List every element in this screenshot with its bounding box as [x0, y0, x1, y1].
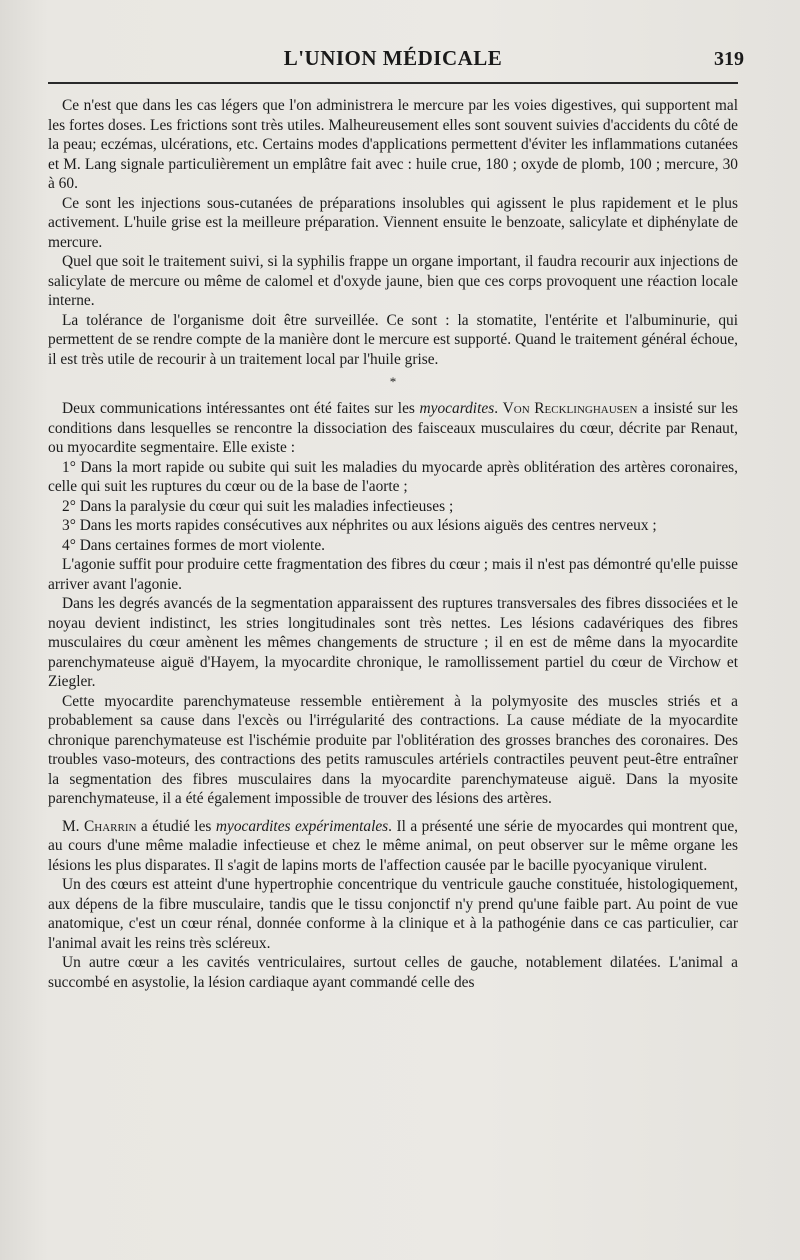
intro-text-c: .	[494, 400, 503, 417]
charrin-text-c: a étudié les	[136, 817, 216, 835]
list-item: 3° Dans les morts rapides consécutives aux néphrites ou aux lésions aiguës des centres nerveux ;	[62, 517, 657, 534]
paragraph-hypertrophie: Un des cœurs est atteint d'une hypertrophie concentrique du ventricule gauche constituée, histologiquement, aux dépens de la fibre musculaire, tandis que le tissu conjonctif n'y prend qu'une faible part. Au point de vue anatomique, c'est un cœur rénal, donnée conforme à la clinique et à la pathogénie dans ce cas particulier, car l'animal avait les reins très scléreux.	[48, 876, 738, 952]
author-recklinghausen: Von Recklinghausen	[502, 400, 638, 417]
intro-text-e: a insisté sur les conditions dans lesquelles se rencontre la dissociation des faisceaux musculaires du cœur, décrite par Renaut, ou myocardite segmentaire. Elle existe :	[48, 400, 739, 456]
paragraph-mercure-voies: Ce n'est que dans les cas légers que l'on administrera le mercure par les voies digestives, qui supportent mal les fortes doses. Les frictions sont très utiles. Malheureusement elles sont souvent suivies d'accidents du côté de la peau; eczémas, ulcérations, etc. Certains modes d'applications permettent d'éviter les inflammations cutanées et M. Lang signale particulièrement un emplâtre fait avec : huile crue, 180 ; oxyde de plomb, 100 ; mercure, 30 à 60.	[48, 97, 738, 192]
term-myocardites-experimentales: myocardites expérimentales	[215, 817, 389, 835]
author-charrin: Charrin	[84, 817, 137, 835]
page-number: 319	[714, 48, 744, 70]
list-item: 1° Dans la mort rapide ou subite qui suit les maladies du myocarde après oblitération des artères coronaires, celle qui suit les ruptures du cœur ou de la base de l'aorte ;	[48, 458, 738, 495]
paragraph-injections: Ce sont les injections sous-cutanées de préparations insolubles qui agissent le plus rapidement et le plus activement. L'huile grise est la meilleure préparation. Viennent ensuite le benzoate, salicylate et diphénylate de mercure.	[48, 194, 738, 251]
paragraph-agonie: L'agonie suffit pour produire cette fragmentation des fibres du cœur ; mais il n'est pas démontré qu'elle puisse arriver avant l'agonie.	[48, 556, 738, 593]
paragraph-traitement: Quel que soit le traitement suivi, si la syphilis frappe un organe important, il faudra recourir aux injections de salicylate de mercure ou même de calomel et d'oxyde jaune, bien que ces corps provoquent une réaction locale interne.	[48, 253, 738, 309]
paragraph-charrin	[48, 817, 738, 876]
charrin-text-e: . Il a présenté une série de myocardes qui montrent que, au cours d'une même maladie infectieuse et chez le même animal, on peut observer sur le même organe les lésions les plus disparates. Il s'agit de lapins morts de l'affection causée par le bacille pyocyanique virulent.	[48, 817, 738, 874]
charrin-text-a: M.	[62, 817, 85, 835]
paragraph-gap	[48, 809, 738, 817]
paragraph-myocardite-parenchymateuse: Cette myocardite parenchymateuse ressemble entièrement à la polymyosite des muscles striés et a probablement sa cause dans l'excès ou l'irrégularité des contractions. La cause médiate de la myocardite chronique parenchymateuse est l'ischémie produite par l'oblitération des grosses branches des coronaires. Des troubles vaso-moteurs, des contractions des petits ramuscules artériels contractiles peuvent peut-être entraîner la segmentation des fibres musculaires dans la myocardite parenchymateuse aiguë. Dans la myosite parenchymateuse, il a été également impossible de trouver des lésions des artères.	[48, 692, 738, 807]
header-rule	[48, 82, 738, 84]
paragraph-degres: Dans les degrés avancés de la segmentation apparaissent des ruptures transversales des fibres dissociées et le noyau devient indistinct, les stries longitudinales sont très nettes. Les lésions cadavériques des fibres musculaires du cœur amènent les mêmes changements de structure ; il en est de même dans la myocardite parenchymateuse aiguë d'Hayem, la myocardite chronique, le ramollissement partiel du cœur de Virchow et Ziegler.	[48, 595, 738, 690]
list-item: 4° Dans certaines formes de mort violente.	[62, 536, 326, 554]
section-separator: *	[389, 374, 397, 389]
intro-term-myocardites: myocardites	[419, 400, 495, 417]
intro-text-a: Deux communications intéressantes ont été faites sur les	[62, 400, 420, 417]
running-head	[48, 44, 744, 80]
list-item: 2° Dans la paralysie du cœur qui suit les maladies infectieuses ;	[62, 497, 454, 515]
paragraph-tolerance: La tolérance de l'organisme doit être surveillée. Ce sont : la stomatite, l'entérite et l'albuminurie, qui permettent de se rendre compte de la manière dont le mercure est supporté. Quand le traitement général échoue, il est très utile de recourir à un traitement local par l'huile grise.	[48, 311, 738, 368]
journal-title: L'UNION MÉDICALE	[283, 46, 503, 70]
paragraph-cavites: Un autre cœur a les cavités ventriculaires, surtout celles de gauche, notablement dilatées. L'animal a succombé en asystolie, la lésion cardiaque ayant commandé celle des	[48, 954, 738, 991]
paragraph-myocardites-intro	[48, 399, 738, 458]
article-body	[48, 96, 738, 992]
